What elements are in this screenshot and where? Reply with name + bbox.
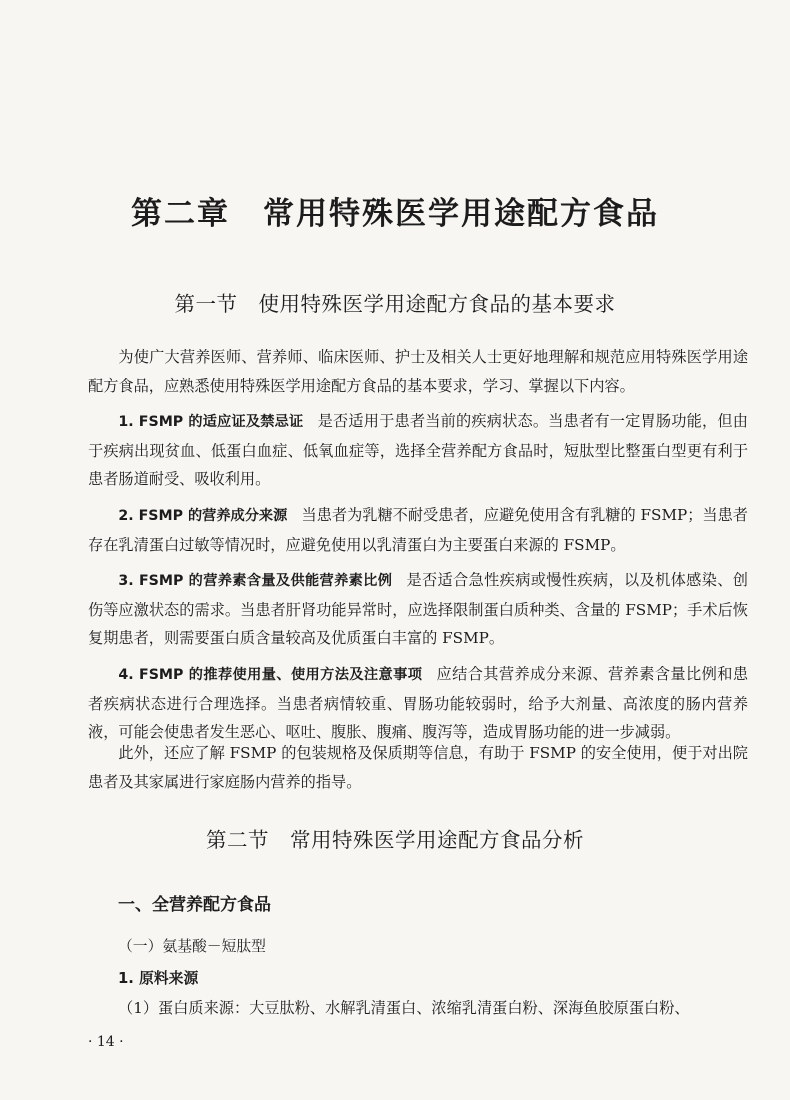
section-title-2: 第二节 常用特殊医学用途配方食品分析 bbox=[206, 828, 584, 852]
requirement-paragraph bbox=[88, 660, 748, 747]
subheading-level-1: 一、全营养配方食品 bbox=[118, 895, 271, 915]
requirement-text: 当患者为乳糖不耐受患者，应避免使用含有乳糖的 FSMP；当患者存在乳清蛋白过敏等情况时，应避免使用以乳清蛋白为主要蛋白来源的 FSMP。 bbox=[88, 505, 748, 554]
requirement-term: 1. FSMP 的适应证及禁忌证 bbox=[118, 414, 304, 431]
chapter-title: 第二章 常用特殊医学用途配方食品 bbox=[131, 196, 659, 232]
requirement-term: 4. FSMP 的推荐使用量、使用方法及注意事项 bbox=[118, 666, 423, 683]
intro-paragraph: 为使广大营养医师、营养师、临床医师、护士及相关人士更好地理解和规范应用特殊医学用途配方食品，应熟悉使用特殊医学用途配方食品的基本要求，学习、掌握以下内容。 bbox=[88, 348, 748, 395]
page-number: · 14 · bbox=[88, 1034, 124, 1050]
closing-paragraph: 此外，还应了解 FSMP 的包装规格及保质期等信息，有助于 FSMP 的安全使用，便于对出院患者及其家属进行家庭肠内营养的指导。 bbox=[88, 744, 748, 791]
subheading-level-2: （一）氨基酸－短肽型 bbox=[118, 938, 266, 955]
requirement-term: 2. FSMP 的营养成分来源 bbox=[118, 507, 288, 524]
subheading-level-3: 1. 原料来源 bbox=[118, 970, 199, 987]
requirement-paragraph bbox=[88, 501, 748, 559]
requirement-paragraph bbox=[88, 566, 748, 653]
requirement-text: 是否适合急性疾病或慢性疾病，以及机体感染、创伤等应激状态的需求。当患者肝肾功能异常时，应选择限制蛋白质种类、含量的 FSMP；手术后恢复期患者，则需要蛋白质含量较高及优质蛋白丰富的 FSMP。 bbox=[88, 571, 748, 648]
requirement-text: 应结合其营养成分来源、营养素含量比例和患者疾病状态进行合理选择。当患者病情较重、胃肠功能较弱时，给予大剂量、高浓度的肠内营养液，可能会使患者发生恶心、呕吐、腹胀、腹痛、腹泻等，造成胃肠功能的进一步减弱。 bbox=[88, 664, 749, 742]
protein-source-line: （1）蛋白质来源：大豆肽粉、水解乳清蛋白、浓缩乳清蛋白粉、深海鱼胶原蛋白粉、 bbox=[118, 999, 690, 1017]
requirement-text: 是否适用于患者当前的疾病状态。当患者有一定胃肠功能，但由于疾病出现贫血、低蛋白血症、低氧血症等，选择全营养配方食品时，短肽型比整蛋白型更有利于患者肠道耐受、吸收利用。 bbox=[88, 412, 748, 489]
section-title-1: 第一节 使用特殊医学用途配方食品的基本要求 bbox=[174, 292, 616, 316]
requirement-term: 3. FSMP 的营养素含量及供能营养素比例 bbox=[118, 573, 393, 590]
requirement-paragraph bbox=[88, 407, 748, 494]
section-1-body bbox=[88, 343, 748, 747]
closing-block bbox=[88, 739, 748, 796]
